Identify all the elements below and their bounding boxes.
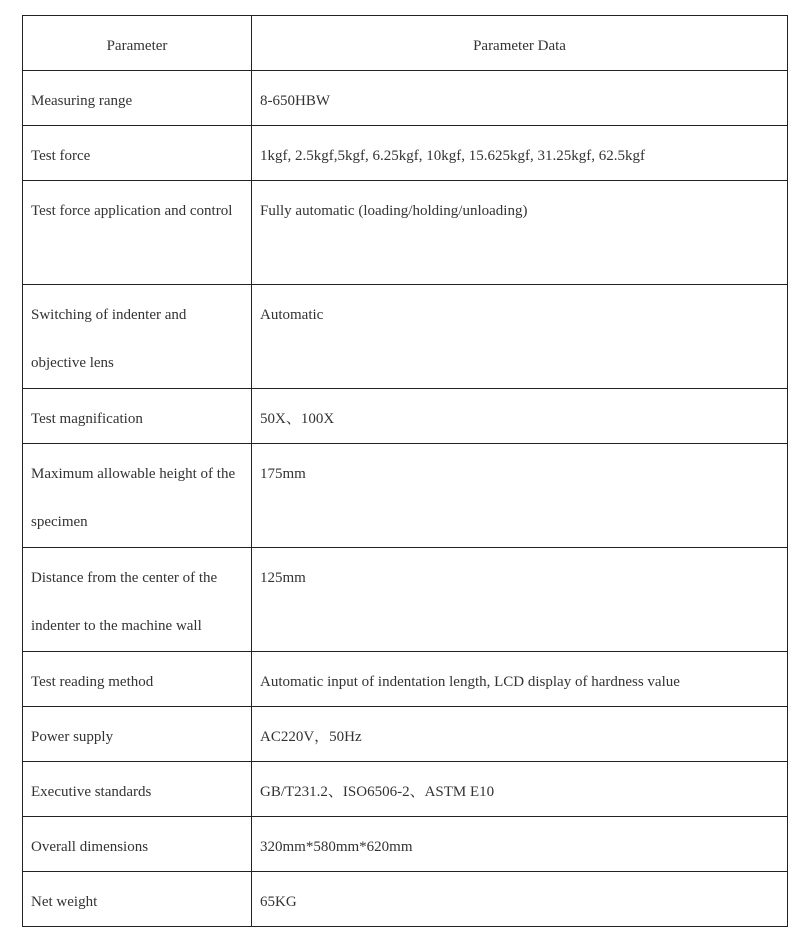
- parameter-value: 320mm*580mm*620mm: [252, 817, 788, 872]
- table-row: [23, 285, 788, 389]
- parameter-value: 50X、100X: [252, 389, 788, 444]
- parameter-name: Test force: [23, 126, 252, 181]
- table-row: [23, 444, 788, 548]
- parameter-value: Automatic: [252, 285, 788, 389]
- parameter-value: 175mm: [252, 444, 788, 548]
- parameter-name: Maximum allowable height of the specimen: [23, 444, 252, 548]
- parameter-table: [22, 15, 788, 927]
- table-row: [23, 707, 788, 762]
- parameter-name: Measuring range: [23, 71, 252, 126]
- table-row: [23, 652, 788, 707]
- parameter-value: 1kgf, 2.5kgf,5kgf, 6.25kgf, 10kgf, 15.625kgf, 31.25kgf, 62.5kgf: [252, 126, 788, 181]
- parameter-name: Test reading method: [23, 652, 252, 707]
- table-row: [23, 817, 788, 872]
- table-header-row: [23, 16, 788, 71]
- parameter-value: 125mm: [252, 548, 788, 652]
- parameter-name: Switching of indenter and objective lens: [23, 285, 252, 389]
- parameter-name: Test force application and control: [23, 181, 252, 285]
- column-header-parameter-data: Parameter Data: [252, 16, 788, 71]
- parameter-value: GB/T231.2、ISO6506-2、ASTM E10: [252, 762, 788, 817]
- table-row: [23, 762, 788, 817]
- parameter-value: Fully automatic (loading/holding/unloading): [252, 181, 788, 285]
- table-row: [23, 389, 788, 444]
- parameter-name: Power supply: [23, 707, 252, 762]
- parameter-name: Overall dimensions: [23, 817, 252, 872]
- parameter-name: Executive standards: [23, 762, 252, 817]
- table-row: [23, 126, 788, 181]
- table-row: [23, 181, 788, 285]
- parameter-value: AC220V，50Hz: [252, 707, 788, 762]
- parameter-name: Net weight: [23, 872, 252, 927]
- table-row: [23, 872, 788, 927]
- column-header-parameter: Parameter: [23, 16, 252, 71]
- parameter-value: Automatic input of indentation length, LCD display of hardness value: [252, 652, 788, 707]
- parameter-value: 65KG: [252, 872, 788, 927]
- parameter-value: 8-650HBW: [252, 71, 788, 126]
- table-row: [23, 548, 788, 652]
- parameter-name: Test magnification: [23, 389, 252, 444]
- parameter-name: Distance from the center of the indenter to the machine wall: [23, 548, 252, 652]
- table-row: [23, 71, 788, 126]
